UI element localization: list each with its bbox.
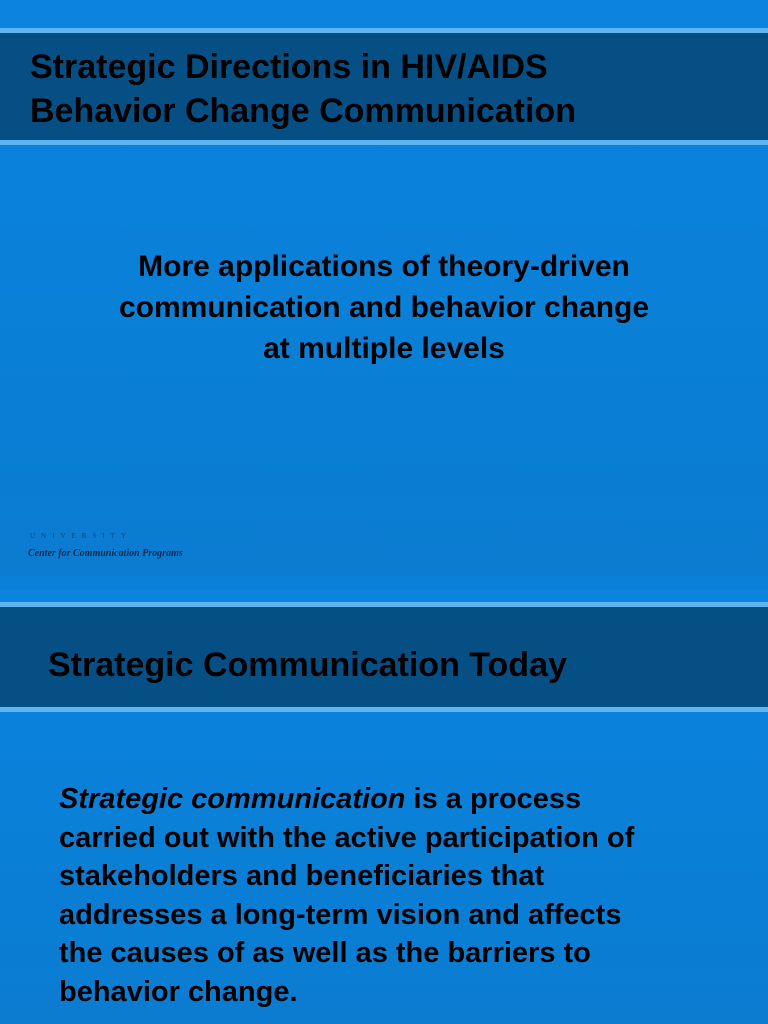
slide-1-title: [30, 45, 576, 133]
slide-1-title-line-1: Strategic Directions in HIV/AIDS: [30, 48, 548, 86]
university-label: UNIVERSITY: [30, 532, 132, 540]
slide-1-body-line-3: at multiple levels: [263, 332, 505, 365]
slide-2-body: [59, 780, 634, 1011]
slide-1-body: [0, 246, 768, 369]
slide-2-body-line-1: [59, 780, 634, 819]
slide-2-body-line-4: addresses a long-term vision and affects: [59, 898, 622, 931]
slide-2-body-line-6: behavior change.: [59, 975, 298, 1008]
slide-1-title-line-2: Behavior Change Communication: [30, 92, 576, 130]
slide-2-body-line-2: carried out with the active participation of: [59, 821, 635, 854]
slide-2-title-band: [0, 602, 768, 712]
slide-2: [0, 590, 768, 1024]
center-for-communication-programs-label: Center for Communication Programs: [28, 548, 183, 559]
slide-2-body-line-1-rest: is a process: [405, 783, 582, 815]
strategic-communication-emphasis: Strategic communication: [59, 783, 406, 815]
slide-2-body-line-5: the causes of as well as the barriers to: [59, 937, 591, 969]
slide-2-title: Strategic Communication Today: [48, 646, 567, 684]
slide-1-body-line-2: communication and behavior change: [118, 291, 650, 324]
slide-1-body-line-1: More applications of theory-driven: [138, 250, 630, 283]
slide-1-title-band: [0, 28, 768, 145]
slide-2-body-line-3: stakeholders and beneficiaries that: [59, 860, 545, 892]
slide-separator: [0, 576, 768, 590]
